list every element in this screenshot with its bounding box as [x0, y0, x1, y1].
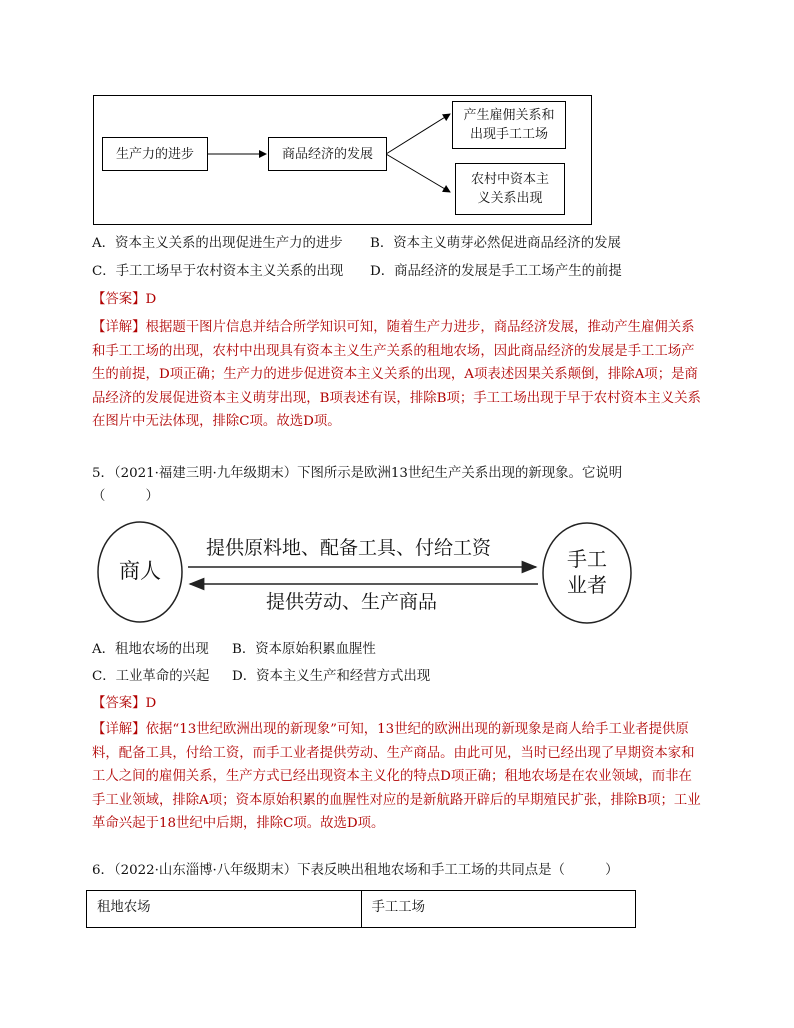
q5-detail-text: 依据“13世纪欧洲出现的新现象”可知，13世纪的欧洲出现的新现象是商人给手工业者提供原料，配备工具，付给工资，而手工业者提供劳动、生产商品。由此可见，当时已经出现了早期资本家和工人之间的雇佣关系，生产方式已经出现资本主义化的特点D项正确；租地农场是在农业领域，而非在手工业领域，排除A项；资本原始积累的血腥性对应的是新航路开辟后的早期殖民扩张，排除B项；工业革命兴起于18世纪中后期，排除C项。故选D项。 — [92, 722, 701, 831]
q4-option-c: C．手工工场早于农村资本主义关系的出现 — [92, 264, 344, 279]
q4-option-b: B．资本主义萌芽必然促进商品经济的发展 — [370, 236, 621, 251]
box-rural — [455, 163, 565, 215]
q5-diagram — [96, 518, 636, 628]
q5-option-b: B．资本原始积累血腥性 — [232, 642, 376, 657]
top-arrow-text: 提供原料地、配备工具、付给工资 — [206, 537, 492, 559]
q6-stem: 6．（2022·山东淄博·八年级期末）下表反映出租地农场和手工工场的共同点是（ ） — [92, 863, 619, 878]
q5-stem-line1: 5．（2021·福建三明·九年级期末）下图所示是欧洲13世纪生产关系出现的新现象。它说明 — [92, 466, 623, 481]
box-hire-line1: 产生雇佣关系和 — [463, 108, 555, 123]
arrow-commodity-to-rural — [386, 154, 450, 192]
q5-detail — [92, 718, 704, 836]
q4-detail — [92, 316, 704, 434]
box-productivity-text: 生产力的进步 — [115, 146, 194, 162]
q5-option-a: A．租地农场的出现 — [92, 642, 209, 657]
table-header-rental-farm: 租地农场 — [87, 891, 362, 928]
box-hire-line2: 出现手工工场 — [469, 127, 548, 142]
box-hire — [452, 101, 566, 149]
q5-stem-line2: （ ） — [92, 489, 159, 504]
q4-detail-text: 根据题干图片信息并结合所学知识可知，随着生产力进步，商品经济发展，推动产生雇佣关系和手工工场的出现，农村中出现具有资本主义生产关系的租地农场，因此商品经济的发展是手工工场产生的前提，D项正确；生产力的进步促进资本主义关系的出现，A项表述因果关系颠倒，排除A项；是商品经济的发展促进资本主义萌芽出现，B项表述有误，排除B项；手工工场出现于早于农村资本主义关系在图片中无法体现，排除C项。故选D项。 — [92, 320, 701, 429]
merchant-label: 商人 — [119, 559, 161, 583]
table-row — [87, 891, 636, 928]
box-commodity — [268, 137, 387, 171]
q5-detail-label: 【详解】 — [92, 722, 146, 737]
q4-answer: 【答案】D — [92, 292, 157, 307]
box-commodity-text: 商品经济的发展 — [281, 146, 373, 162]
q4-detail-label: 【详解】 — [92, 320, 146, 335]
q4-option-a: A．资本主义关系的出现促进生产力的进步 — [92, 236, 343, 251]
bottom-arrow-text: 提供劳动、生产商品 — [266, 591, 438, 613]
box-rural-line1: 农村中资本主 — [470, 172, 549, 187]
box-productivity — [102, 137, 208, 171]
flow-diagram — [93, 95, 592, 225]
q6-table — [86, 890, 636, 928]
table-header-workshop: 手工工场 — [361, 891, 636, 928]
q4-option-d: D．商品经济的发展是手工工场产生的前提 — [370, 264, 622, 279]
q5-option-d: D．资本主义生产和经营方式出现 — [232, 669, 431, 684]
q5-answer: 【答案】D — [92, 696, 157, 711]
q5-option-c: C．工业革命的兴起 — [92, 669, 210, 684]
artisan-label — [557, 546, 617, 598]
artisan-label-line2: 业者 — [567, 573, 607, 597]
arrow-commodity-to-hire — [386, 114, 450, 154]
artisan-label-line1: 手工 — [567, 547, 607, 571]
box-rural-line2: 义关系出现 — [477, 191, 543, 206]
